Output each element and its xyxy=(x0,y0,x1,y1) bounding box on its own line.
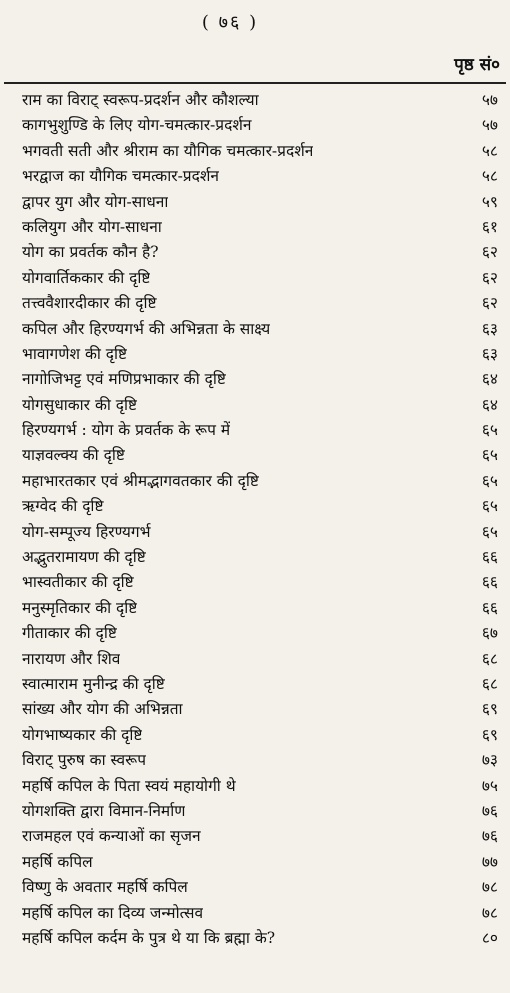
toc-entry-page: ६३ xyxy=(481,344,498,363)
toc-entry xyxy=(0,317,510,342)
toc-entry xyxy=(0,875,510,900)
toc-entry xyxy=(0,926,510,951)
toc-entry xyxy=(0,469,510,494)
toc-entry-title: विष्णु के अवतार महर्षि कपिल xyxy=(22,878,188,897)
toc-entry-page: ६९ xyxy=(481,725,498,744)
toc-entry xyxy=(0,190,510,215)
toc-entry xyxy=(0,647,510,672)
toc-entry-title: भास्वतीकार की दृष्टि xyxy=(22,573,134,592)
toc-entry-page: ६६ xyxy=(481,573,498,592)
toc-entry xyxy=(0,266,510,291)
toc-entry xyxy=(0,723,510,748)
toc-entry-page: ७६ xyxy=(481,827,498,846)
toc-entry-page: ६३ xyxy=(481,319,498,338)
toc-entry-title: महर्षि कपिल कर्दम के पुत्र थे या कि ब्रह्मा के? xyxy=(22,928,276,947)
toc-entry-title: योगवार्तिककार की दृष्टि xyxy=(22,268,151,287)
toc-entry-title: राम का विराट् स्वरूप-प्रदर्शन और कौशल्या xyxy=(22,91,259,109)
toc-entry xyxy=(0,443,510,468)
toc-entry xyxy=(0,367,510,392)
toc-entry-title: महाभारतकार एवं श्रीमद्भागवतकार की दृष्टि xyxy=(22,471,259,490)
toc-entry-page: ६८ xyxy=(481,674,498,693)
toc-entry-page: ७८ xyxy=(481,878,498,897)
toc-entry xyxy=(0,901,510,926)
toc-entry-page: ७८ xyxy=(481,903,498,922)
toc-entry xyxy=(0,418,510,443)
toc-entry-title: कागभुशुण्डि के लिए योग-चमत्कार-प्रदर्शन xyxy=(22,116,252,135)
toc-entry xyxy=(0,824,510,849)
toc-entry xyxy=(0,774,510,799)
toc-entry xyxy=(0,621,510,646)
toc-entry-title: स्वात्माराम मुनीन्द्र की दृष्टि xyxy=(22,674,165,693)
toc-entry-page: ५७ xyxy=(481,116,498,135)
toc-entry xyxy=(0,342,510,367)
toc-entry-title: हिरण्यगर्भ : योग के प्रवर्तक के रूप में xyxy=(22,421,231,440)
toc-entry-page: ६५ xyxy=(481,421,498,440)
toc-entry xyxy=(0,850,510,875)
page-number: ( ७६ ) xyxy=(201,12,259,33)
toc-entry xyxy=(0,672,510,697)
toc-entry-page: ५८ xyxy=(481,167,498,186)
toc-entry xyxy=(0,799,510,824)
toc-entry-page: ६२ xyxy=(481,268,498,287)
header-rule xyxy=(4,82,506,84)
toc-entry-title: याज्ञवल्क्य की दृष्टि xyxy=(22,446,125,465)
toc-entry-title: योग-सम्पूज्य हिरण्यगर्भ xyxy=(22,522,151,541)
toc-entry-title: महर्षि कपिल xyxy=(22,852,93,871)
toc-entry-title: महर्षि कपिल का दिव्य जन्मोत्सव xyxy=(22,903,204,922)
toc-entry xyxy=(0,240,510,265)
toc-entry-title: कलियुग और योग-साधना xyxy=(22,217,162,236)
toc-entry-page: ७३ xyxy=(481,751,498,770)
toc-entry-page: ६२ xyxy=(481,243,498,262)
toc-entry-title: भगवती सती और श्रीराम का यौगिक चमत्कार-प्रदर्शन xyxy=(22,141,314,160)
toc-entry-title: नागोजिभट्ट एवं मणिप्रभाकार की दृष्टि xyxy=(22,370,226,389)
toc-entry-title: मनुस्मृतिकार की दृष्टि xyxy=(22,598,138,617)
column-header-page-no: पृष्ठ सं० xyxy=(454,55,500,75)
toc-entry-title: ऋग्वेद की दृष्टि xyxy=(22,497,104,516)
toc-entry xyxy=(0,215,510,240)
toc-entry-title: योग का प्रवर्तक कौन है? xyxy=(22,243,159,262)
toc-entry-page: ६६ xyxy=(481,548,498,567)
toc-entry xyxy=(0,545,510,570)
toc-entry-title: नारायण और शिव xyxy=(22,649,121,668)
toc-entry-title: सांख्य और योग की अभिन्नता xyxy=(22,700,183,719)
toc-entry-title: कपिल और हिरण्यगर्भ की अभिन्नता के साक्ष्य xyxy=(22,319,271,338)
toc-entry xyxy=(0,596,510,621)
toc-entry-title: राजमहल एवं कन्याओं का सृजन xyxy=(22,827,201,846)
toc-entry-title: भरद्वाज का यौगिक चमत्कार-प्रदर्शन xyxy=(22,167,219,186)
toc-entry-page: ६४ xyxy=(481,395,498,414)
toc-entry xyxy=(0,748,510,773)
toc-entry-page: ५८ xyxy=(481,141,498,160)
toc-entry-page: ६५ xyxy=(481,522,498,541)
toc-entry-page: ६५ xyxy=(481,471,498,490)
toc-entry-page: ६५ xyxy=(481,446,498,465)
toc-entry-page: ६४ xyxy=(481,370,498,389)
toc-entry-page: ६८ xyxy=(481,649,498,668)
toc-entry-page: ६६ xyxy=(481,598,498,617)
toc-entry-title: गीताकार की दृष्टि xyxy=(22,624,117,643)
toc-entry-page: ७७ xyxy=(481,852,498,871)
toc-entry xyxy=(0,570,510,595)
toc-entry-page: ६७ xyxy=(481,624,498,643)
toc-entry-page: ६१ xyxy=(481,217,498,236)
toc-entry-page: ५९ xyxy=(481,192,498,211)
toc-entry-title: योगशक्ति द्वारा विमान-निर्माण xyxy=(22,801,186,820)
toc-entry-title: भावागणेश की दृष्टि xyxy=(22,344,128,363)
toc-entry xyxy=(0,291,510,316)
toc-entry xyxy=(0,88,510,113)
toc-entry-page: ७६ xyxy=(481,801,498,820)
toc-entry xyxy=(0,520,510,545)
toc-entry xyxy=(0,393,510,418)
toc-entry xyxy=(0,164,510,189)
toc-entry-page: ७५ xyxy=(481,776,498,795)
toc-entry-title: अद्भुतरामायण की दृष्टि xyxy=(22,548,146,567)
toc-entry-page: ६२ xyxy=(481,294,498,313)
toc-entry-title: महर्षि कपिल के पिता स्वयं महायोगी थे xyxy=(22,776,236,795)
toc-entry-page: ८० xyxy=(481,928,498,947)
toc-entry-title: विराट् पुरुष का स्वरूप xyxy=(22,751,147,770)
table-of-contents xyxy=(0,88,510,951)
toc-entry xyxy=(0,113,510,138)
toc-entry-title: तत्त्ववैशारदीकार की दृष्टि xyxy=(22,294,157,313)
toc-entry xyxy=(0,139,510,164)
toc-entry-page: ६९ xyxy=(481,700,498,719)
toc-entry-title: योगसुधाकार की दृष्टि xyxy=(22,395,138,414)
toc-entry-page: ५७ xyxy=(481,91,498,109)
toc-entry-title: द्वापर युग और योग-साधना xyxy=(22,192,169,211)
toc-entry-title: योगभाष्यकार की दृष्टि xyxy=(22,725,143,744)
toc-entry xyxy=(0,494,510,519)
toc-entry xyxy=(0,697,510,722)
toc-entry-page: ६५ xyxy=(481,497,498,516)
